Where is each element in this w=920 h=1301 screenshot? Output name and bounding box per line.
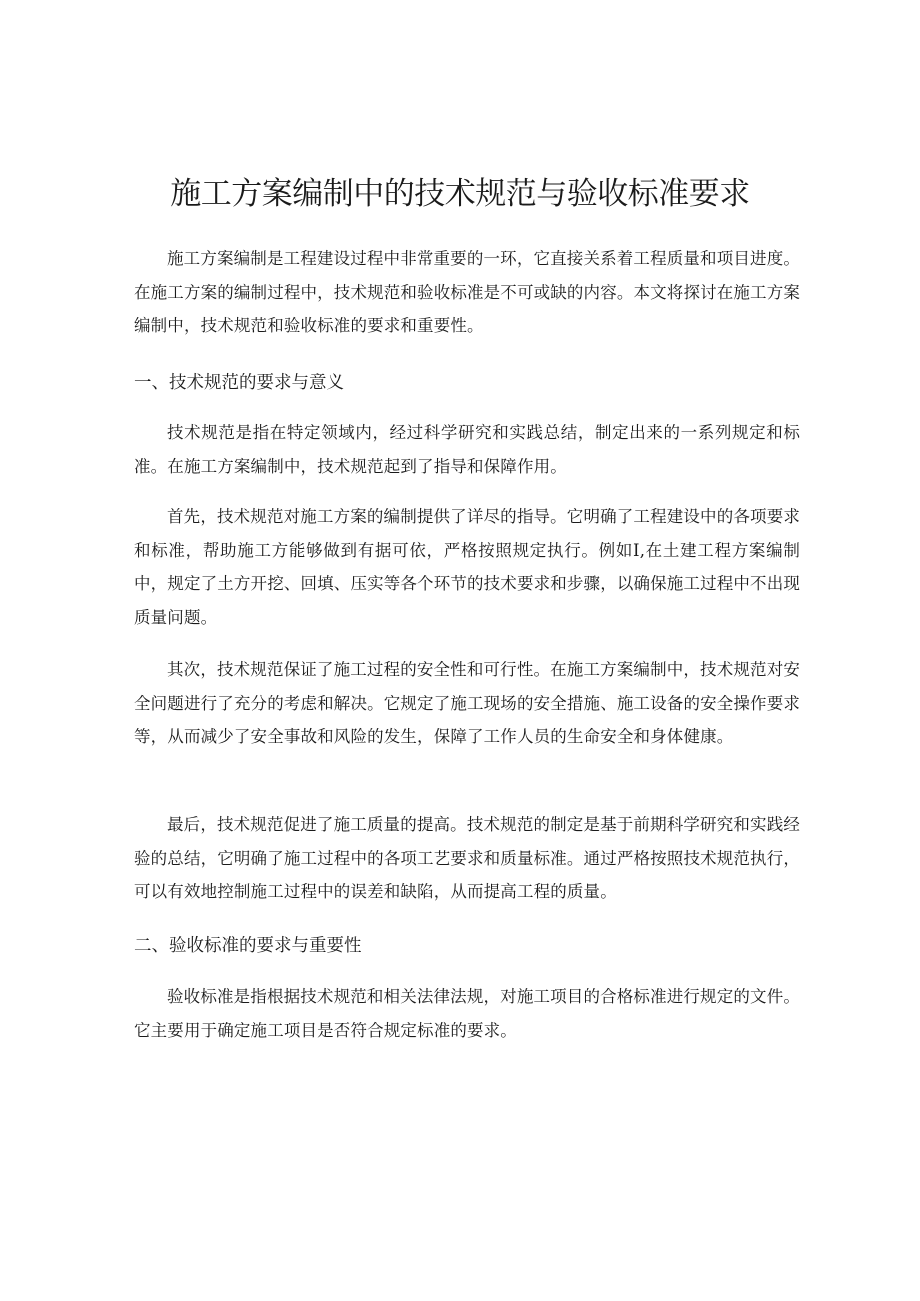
section-1-paragraph-2-block xyxy=(134,500,800,634)
section-1-paragraph-2: 首先，技术规范对施工方案的编制提供了详尽的指导。它明确了工程建设中的各项要求和标准，帮助施工方能够做到有据可依，严格按照规定执行。例如I,在土建工程方案编制中，规定了土方开挖、回填、压实等各个环节的技术要求和步骤，以确保施工过程中不出现质量问题。 xyxy=(134,507,800,627)
document-title: 施工方案编制中的技术规范与验收标准要求 xyxy=(170,176,750,212)
section-2-paragraph-1: 验收标准是指根据技术规范和相关法律法规，对施工项目的合格标准进行规定的文件。它主要用于确定施工项目是否符合规定标准的要求。 xyxy=(134,987,800,1040)
section-1-paragraph-4: 最后，技术规范促进了施工质量的提高。技术规范的制定是基于前期科学研究和实践经验的总结，它明确了施工过程中的各项工艺要求和质量标准。通过严格按照技术规范执行，可以有效地控制施工过程中的误差和缺陷，从而提高工程的质量。 xyxy=(134,815,800,901)
section-1-paragraph-4-block xyxy=(134,808,800,909)
section-2-heading-block xyxy=(134,931,800,961)
section-2-heading: 二、验收标准的要求与重要性 xyxy=(134,936,362,956)
section-1-paragraph-3: 其次，技术规范保证了施工过程的安全性和可行性。在施工方案编制中，技术规范对安全问题进行了充分的考虑和解决。它规定了施工现场的安全措施、施工设备的安全操作要求等，从而减少了安全事故和风险的发生，保障了工作人员的生命安全和身体健康。 xyxy=(134,660,800,746)
section-1-paragraph-1-block xyxy=(134,416,800,483)
section-1-paragraph-3-block xyxy=(134,653,800,754)
section-1-paragraph-1: 技术规范是指在特定领域内，经过科学研究和实践总结，制定出来的一系列规定和标准。在施工方案编制中，技术规范起到了指导和保障作用。 xyxy=(134,423,800,476)
section-2-paragraph-1-block xyxy=(134,980,800,1047)
section-1-heading: 一、技术规范的要求与意义 xyxy=(134,373,344,393)
intro-paragraph-block xyxy=(134,242,800,343)
section-1-heading-block xyxy=(134,368,800,398)
intro-paragraph: 施工方案编制是工程建设过程中非常重要的一环，它直接关系着工程质量和项目进度。在施工方案的编制过程中，技术规范和验收标准是不可或缺的内容。本文将探讨在施工方案编制中，技术规范和验收标准的要求和重要性。 xyxy=(134,249,800,335)
